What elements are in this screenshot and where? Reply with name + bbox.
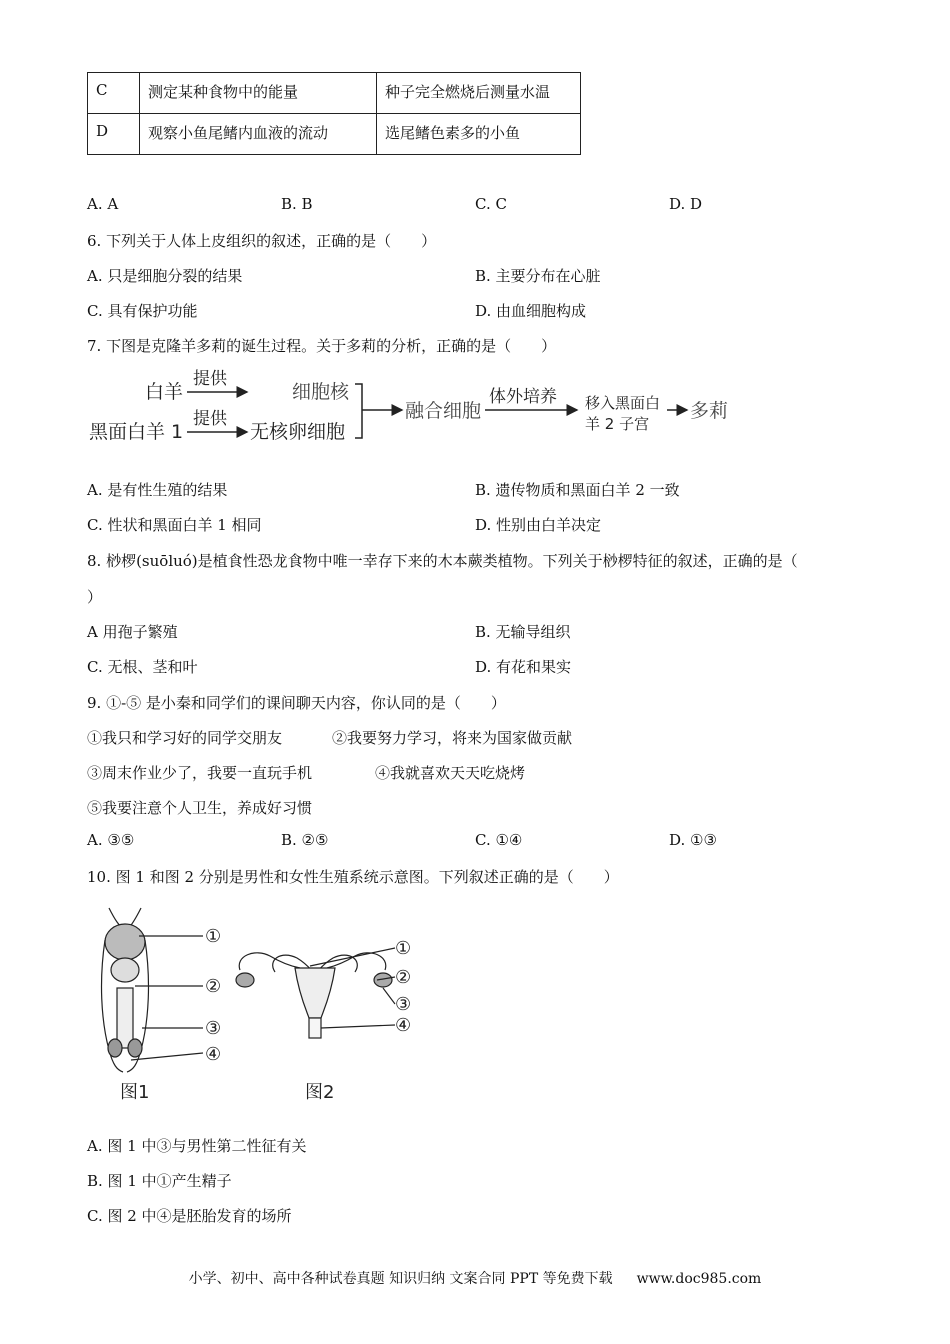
- q10-option-c: C. 图 2 中④是胚胎发育的场所: [87, 1207, 292, 1225]
- q6-option-c: C. 具有保护功能: [87, 302, 198, 320]
- female-system-drawing: [236, 948, 395, 1038]
- table-row: [88, 73, 581, 114]
- q9-statement-2: ②我要努力学习，将来为国家做贡献: [332, 729, 573, 747]
- q9-option-b: B. ②⑤: [281, 831, 329, 849]
- fig2-marker-1: ①: [395, 938, 412, 959]
- fig2-marker-3: ③: [395, 994, 412, 1015]
- fig1-marker-2: ②: [205, 976, 222, 997]
- q7-stem: 7. 下图是克隆羊多莉的诞生过程。关于多莉的分析，正确的是（ ）: [87, 337, 557, 355]
- q7-option-c: C. 性状和黑面白羊 1 相同: [87, 516, 262, 534]
- q8-option-b: B. 无输导组织: [475, 623, 571, 641]
- fig2-marker-4: ④: [395, 1015, 412, 1036]
- egg-cell-label: 无核卵细胞: [250, 421, 346, 443]
- q7-option-d: D. 性别由白羊决定: [475, 516, 602, 534]
- table-cell-key: C: [88, 73, 140, 114]
- fig1-label: 图1: [120, 1082, 150, 1103]
- table-cell-note: 选尾鳍色素多的小鱼: [377, 114, 581, 155]
- q9-option-c: C. ①④: [475, 831, 523, 849]
- q9-option-d: D. ①③: [669, 831, 717, 849]
- q8-stem-line2: ）: [87, 588, 103, 606]
- fig1-marker-3: ③: [205, 1018, 222, 1039]
- table-row: [88, 114, 581, 155]
- q8-option-d: D. 有花和果实: [475, 658, 572, 676]
- fig1-marker-4: ④: [205, 1044, 222, 1065]
- q9-statement-4: ④我就喜欢天天吃烧烤: [375, 764, 526, 782]
- q8-option-a: A 用孢子繁殖: [87, 623, 178, 641]
- provide-label-1: 提供: [193, 369, 227, 389]
- nucleus-label: 细胞核: [292, 381, 350, 403]
- q9-option-a: A. ③⑤: [87, 831, 135, 849]
- footer-link[interactable]: www.doc985.com: [636, 1271, 762, 1287]
- culture-label: 体外培养: [489, 387, 557, 407]
- transfer-label-line1: 移入黑面白: [585, 394, 661, 412]
- provide-label-2: 提供: [193, 409, 227, 429]
- male-system-drawing: [102, 908, 203, 1072]
- table-cell-key: D: [88, 114, 140, 155]
- fig2-label: 图2: [305, 1082, 335, 1103]
- q5-option-d: D. D: [669, 195, 703, 213]
- fig2-marker-2: ②: [395, 967, 412, 988]
- q5-option-c: C. C: [475, 195, 507, 213]
- page-footer: [0, 1268, 950, 1288]
- black-face-sheep1-label: 黑面白羊 1: [89, 421, 184, 443]
- reproductive-system-figures: [95, 900, 425, 1110]
- q6-option-b: B. 主要分布在心脏: [475, 267, 601, 285]
- merge-bracket: [355, 384, 362, 438]
- q6-option-d: D. 由血细胞构成: [475, 302, 587, 320]
- fig1-marker-1: ①: [205, 926, 222, 947]
- table-cell-note: 种子完全燃烧后测量水温: [377, 73, 581, 114]
- footer-text: 小学、初中、高中各种试卷真题 知识归纳 文案合同 PPT 等免费下载: [188, 1271, 613, 1287]
- q9-statement-5: ⑤我要注意个人卫生，养成好习惯: [87, 799, 313, 817]
- q8-option-c: C. 无根、茎和叶: [87, 658, 198, 676]
- q5-option-b: B. B: [281, 195, 313, 213]
- q6-option-a: A. 只是细胞分裂的结果: [87, 267, 243, 285]
- white-sheep-label: 白羊: [145, 381, 184, 403]
- q10-option-a: A. 图 1 中③与男性第二性征有关: [87, 1137, 307, 1155]
- options-table: [87, 72, 581, 155]
- table-cell-experiment: 观察小鱼尾鳍内血液的流动: [140, 114, 377, 155]
- q9-statement-1: ①我只和学习好的同学交朋友: [87, 729, 283, 747]
- dolly-label: 多莉: [690, 400, 729, 422]
- transfer-label-line2: 羊 2 子宫: [585, 415, 650, 433]
- clone-process-diagram: [87, 362, 737, 452]
- q7-option-a: A. 是有性生殖的结果: [87, 481, 228, 499]
- q7-option-b: B. 遗传物质和黑面白羊 2 一致: [475, 481, 680, 499]
- q5-option-a: A. A: [87, 195, 119, 213]
- q9-stem: 9. ①-⑤ 是小秦和同学们的课间聊天内容，你认同的是（ ）: [87, 694, 506, 712]
- q9-statement-3: ③周末作业少了，我要一直玩手机: [87, 764, 313, 782]
- q10-stem: 10. 图 1 和图 2 分别是男性和女性生殖系统示意图。下列叙述正确的是（ ）: [87, 868, 619, 886]
- fusion-cell-label: 融合细胞: [405, 400, 482, 422]
- q10-option-b: B. 图 1 中①产生精子: [87, 1172, 232, 1190]
- q6-stem: 6. 下列关于人体上皮组织的叙述，正确的是（ ）: [87, 232, 437, 250]
- q8-stem-line1: 8. 桫椤(suōluó)是植食性恐龙食物中唯一幸存下来的木本蕨类植物。下列关于桫椤特征的叙述，正确的是（: [87, 552, 798, 570]
- table-cell-experiment: 测定某种食物中的能量: [140, 73, 377, 114]
